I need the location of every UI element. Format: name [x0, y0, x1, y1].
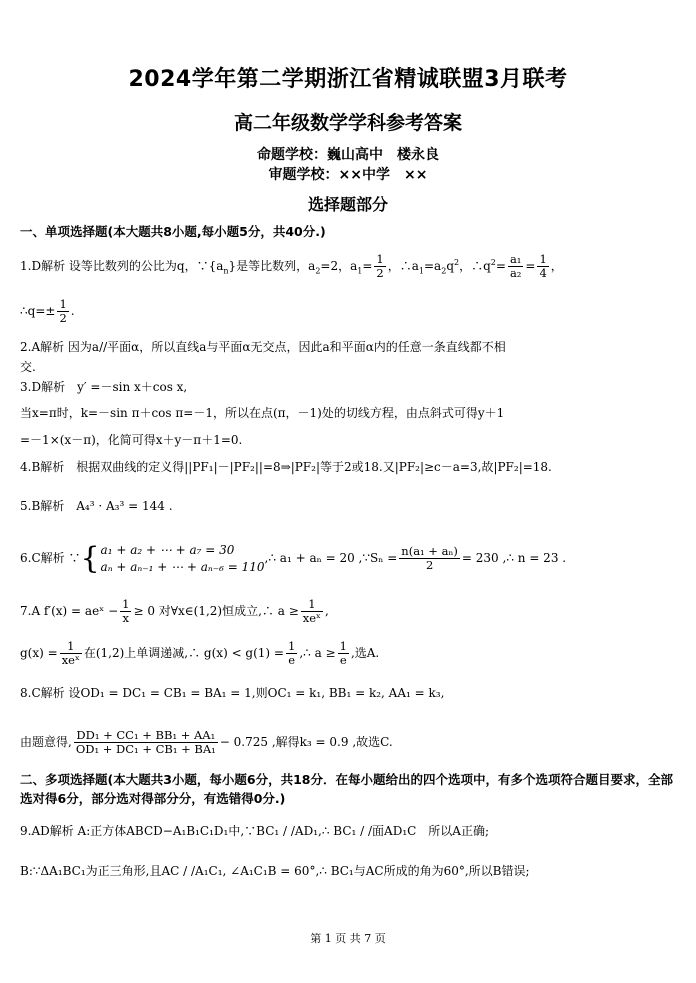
fraction-1-xex: $\frac{1}{\text{xeˣ}}$: [302, 597, 321, 625]
fraction-half-result: $\frac{1}{2}$: [59, 297, 67, 325]
document-subtitle: 高二年级数学学科参考答案: [233, 112, 462, 134]
fraction-ratio-sum: $\frac{\text{DD₁ + CC₁ + BB₁ + AA₁}}{\text{OD₁ + DC₁ + CB₁ + BA₁}}$: [75, 728, 216, 756]
fraction-sn: $\frac{\text{n(a₁ + aₙ)}}{2}$: [401, 544, 458, 572]
q6-end: = 230 ,∴ n = 23 .: [461, 551, 567, 565]
q7a-pre: 7.A f′(x) = aeˣ −: [20, 604, 119, 618]
answer-q2-line2: 交.: [20, 360, 36, 374]
q1-text-i: =: [495, 259, 506, 273]
answer-q4: 4.B解析 根据双曲线的定义得||PF₁|－|PF₂||=8⇒|PF₂|等于2或18.又|PF₂|≥c－a=3,故|PF₂|=18.: [20, 460, 552, 474]
fraction-g: $\frac{1}{\text{xeˣ}}$: [61, 639, 80, 667]
q1-result-text: ∴q=±: [20, 304, 56, 318]
section-multi-choice: 二、多项选择题(本大题共3小题，每小题6分，共18分．在每小题给出的四个选项中，有多个选项符合题目要求，全部选对得6分，部分选对得部分分，有选错得0分.): [20, 772, 674, 806]
answer-q7-line2: [20, 638, 680, 668]
q1-result-end: .: [70, 304, 75, 318]
answer-q3-line2: 当x=π时，k=－sin π＋cos π=－1，所以在点(π，－1)处的切线方程，由点斜式可得y＋1: [20, 406, 505, 420]
fraction-ratio: $\frac{\text{a₁}}{\text{a₂}}$: [509, 252, 522, 280]
answer-q9-line1: 9.AD解析 A:正方体ABCD−A₁B₁C₁D₁中,∵BC₁ / /AD₁,∴ BC₁ / /面AD₁C 所以A正确;: [20, 824, 490, 838]
fraction-1-e: $\frac{1}{e}$: [287, 639, 296, 667]
q1-text-b: }是等比数列，a: [228, 259, 316, 273]
part-heading: 选择题部分: [307, 195, 388, 214]
q1-text-f: =a: [424, 259, 442, 273]
answer-q1: 1.D解析 设等比数列的公比为q，$\because\{a_n\}$是等比数列，$a_2=2$，$a_1=$ $\frac{1}{2}$ ，$\therefore a_1=a_2q^2$，$\therefore q^2=$ $\frac{\text{a₁}}{\text{a₂}}$ = $\frac{1}{4}$ ，: [20, 252, 563, 280]
q1-text-d: =: [362, 259, 373, 273]
reviewer-school: 审题学校：××中学 ××: [268, 167, 428, 183]
fraction-1-x: $\frac{1}{x}$: [122, 597, 130, 625]
q1-text-e: ，∴a: [387, 259, 419, 273]
brace-glyph: {: [80, 540, 100, 576]
q7b-mid: 在(1,2)上单调递减,∴ g(x) < g(1) =: [83, 646, 284, 660]
section-single-choice: 一、单项选择题(本大题共8小题,每小题5分，共40分.): [20, 224, 326, 239]
answer-q8-line2: [20, 722, 680, 762]
answer-q9-line2: B:∵ΔA₁BC₁为正三角形,且AC / /A₁C₁, ∠A₁C₁B = 60°,∴ BC₁与AC所成的角为60°,所以B错误;: [20, 864, 530, 878]
answer-q2-line1: 2.A解析 因为a//平面α，所以直线a与平面α无交点，因此a和平面α内的任意一条直线都不相: [20, 340, 506, 354]
answer-q8-line1: 8.C解析 设OD₁ = DC₁ = CB₁ = BA₁ = 1,则OC₁ = k₁, BB₁ = k₂, AA₁ = k₃,: [20, 686, 445, 700]
q1-text-c: =2，a: [320, 259, 358, 273]
answer-q3-line3: =－1×(x－π)，化简可得x＋y－π＋1=0.: [20, 433, 243, 447]
answer-q1-result: [20, 296, 680, 326]
q1-text-g: q: [446, 259, 454, 273]
document-title: 2024学年第二学期浙江省精诚联盟3月联考: [128, 67, 568, 92]
answer-q3-line1: 3.D解析 y′ =－sin x＋cos x,: [20, 380, 188, 394]
q1-text-a: 1.D解析 设等比数列的公比为q，∵{a: [20, 259, 224, 273]
q1-text-k: ，: [550, 259, 563, 273]
fraction-half: $\frac{1}{2}$: [376, 252, 384, 280]
setter-school: 命题学校：巍山高中 楼永良: [257, 147, 439, 163]
q8b-pre: 由题意得,: [20, 735, 72, 749]
q6-mid: ,∴ a₁ + aₙ = 20 ,∵Sₙ =: [264, 551, 398, 565]
equation-system: [101, 542, 265, 576]
fraction-quarter: $\frac{1}{4}$: [539, 252, 547, 280]
q7a-mid: ≥ 0 对∀x∈(1,2)恒成立,∴ a ≥: [133, 604, 299, 618]
page-footer: 第 1 页 共 7 页: [310, 932, 386, 945]
fraction-1-e-2: $\frac{1}{e}$: [339, 639, 347, 667]
answer-q5: 5.B解析 A₄³ · A₃³ = 144 .: [20, 499, 173, 513]
q7b-end: ,选A.: [350, 646, 380, 660]
system-line-1: a₁ + a₂ + ⋯ + a₇ = 30: [100, 542, 235, 557]
system-line-2: aₙ + aₙ₋₁ + ⋯ + aₙ₋₆ = 110: [100, 559, 265, 574]
answer-q6: [20, 536, 680, 580]
q7b-mid2: ,∴ a ≥: [299, 646, 336, 660]
q8b-end: − 0.725 ,解得k₃ = 0.9 ,故选C.: [219, 735, 393, 749]
q1-text-h: ，∴q: [459, 259, 491, 273]
answer-q7-line1: [20, 596, 680, 626]
q1-text-j: =: [525, 259, 536, 273]
q7a-end: ,: [324, 604, 329, 618]
q7b-pre: g(x) =: [20, 646, 58, 660]
q6-label: 6.C解析 ∵: [20, 551, 81, 565]
